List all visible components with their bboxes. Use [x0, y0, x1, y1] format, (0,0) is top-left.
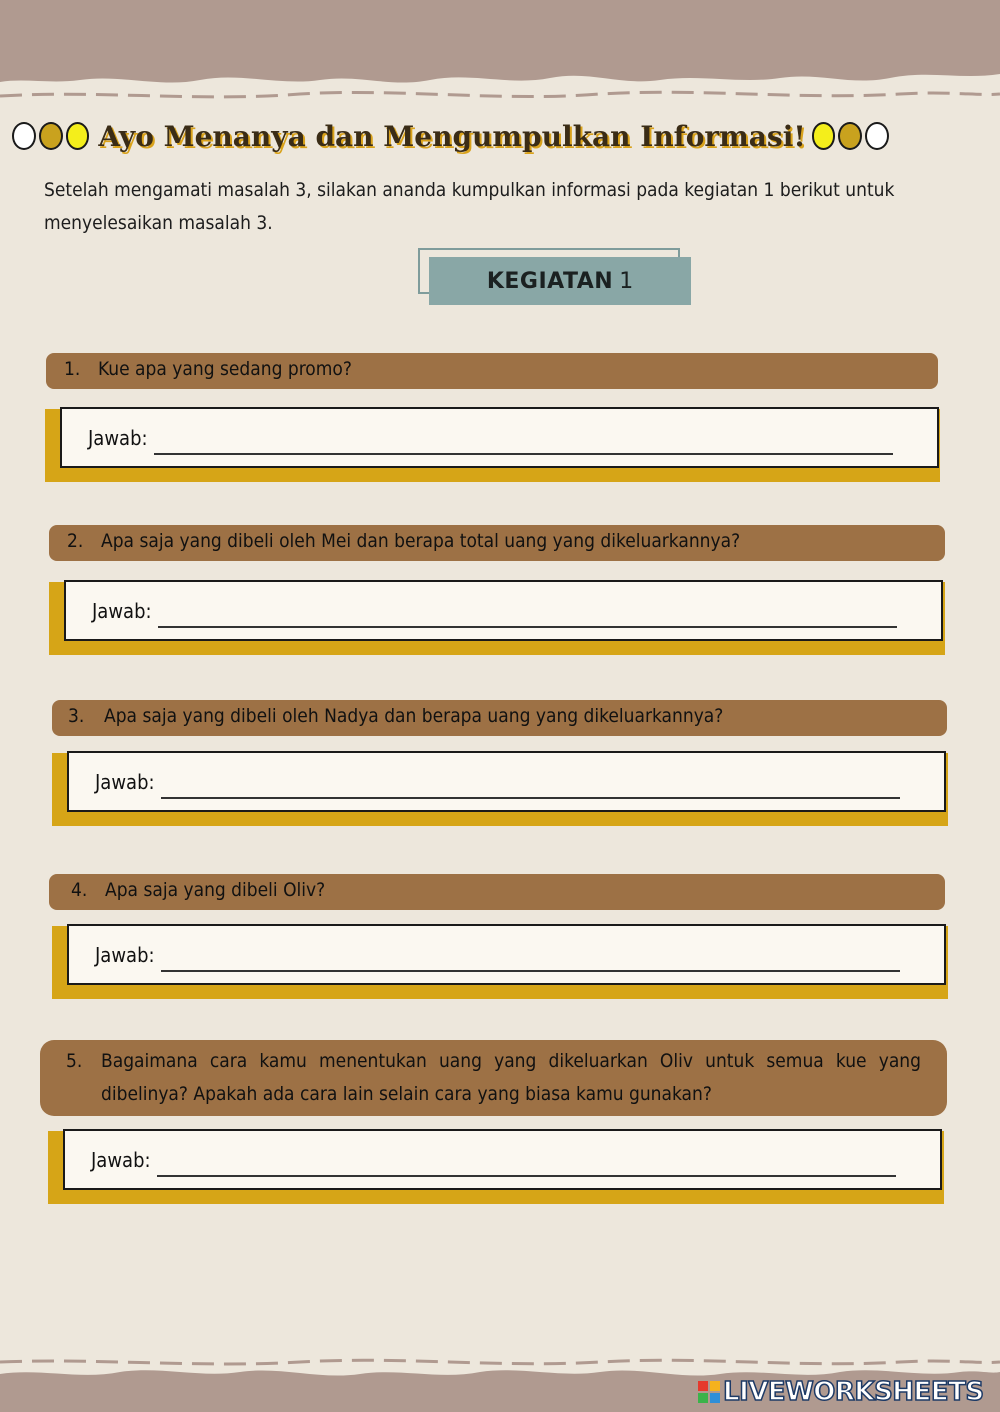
- answer-label: Jawab:: [88, 425, 148, 450]
- answer-box-1: [60, 407, 939, 468]
- torn-paper-top: [0, 0, 1000, 110]
- question-text: Bagaimana cara kamu menentukan uang yang dikeluarkan Oliv untuk semua kue yang dibelinya? Apakah ada cara lain selain cara yang biasa kamu gunakan?: [101, 1050, 921, 1105]
- intro-text: Setelah mengamati masalah 3, silakan ananda kumpulkan informasi pada kegiatan 1 berikut untuk menyelesaikan masalah 3.: [44, 179, 895, 234]
- question-bar-1: [46, 353, 938, 389]
- circle-gold-icon: [39, 122, 63, 150]
- question-bar-4: [49, 874, 945, 910]
- answer-input-2[interactable]: [158, 598, 897, 628]
- question-text: Apa saja yang dibeli Oliv?: [105, 879, 326, 901]
- kegiatan-word: KEGIATAN: [486, 268, 614, 294]
- answer-label: Jawab:: [91, 1147, 151, 1172]
- question-bar-3: [52, 700, 947, 736]
- circle-gold-icon: [838, 122, 862, 150]
- answer-box-2: [64, 580, 943, 641]
- question-number: 1.: [64, 358, 81, 380]
- circle-white-icon: [865, 122, 889, 150]
- answer-box-4: [67, 924, 946, 985]
- circle-yellow-icon: [66, 122, 90, 150]
- question-text: Apa saja yang dibeli oleh Nadya dan berapa uang yang dikeluarkannya?: [104, 705, 724, 727]
- answer-input-1[interactable]: [154, 425, 893, 455]
- answer-input-5[interactable]: [157, 1147, 896, 1177]
- kegiatan-number: 1: [619, 268, 634, 294]
- answer-label: Jawab:: [95, 942, 155, 967]
- answer-input-3[interactable]: [161, 769, 900, 799]
- logo-squares-icon: [698, 1381, 720, 1403]
- answer-input-4[interactable]: [161, 942, 900, 972]
- question-number: 2.: [67, 530, 84, 552]
- question-number: 4.: [71, 879, 88, 901]
- question-bar-2: [49, 525, 945, 561]
- question-number: 3.: [68, 705, 85, 727]
- section-header: [12, 116, 892, 156]
- answer-label: Jawab:: [95, 769, 155, 794]
- question-number: 5.: [66, 1050, 83, 1072]
- liveworksheets-logo[interactable]: [698, 1374, 984, 1410]
- answer-box-3: [67, 751, 946, 812]
- circle-yellow-icon: [812, 122, 836, 150]
- circle-white-icon: [12, 122, 36, 150]
- question-bar-5: [40, 1040, 947, 1116]
- kegiatan-label: [429, 257, 691, 305]
- answer-label: Jawab:: [92, 598, 152, 623]
- logo-text: LIVEWORKSHEETS: [723, 1377, 984, 1407]
- question-text: Kue apa yang sedang promo?: [98, 358, 352, 380]
- answer-box-5: [63, 1129, 942, 1190]
- page-title: Ayo Menanya dan Mengumpulkan Informasi!: [98, 119, 806, 153]
- top-decorative-band: [0, 0, 1000, 100]
- question-text: Apa saja yang dibeli oleh Mei dan berapa total uang yang dikeluarkannya?: [101, 530, 741, 552]
